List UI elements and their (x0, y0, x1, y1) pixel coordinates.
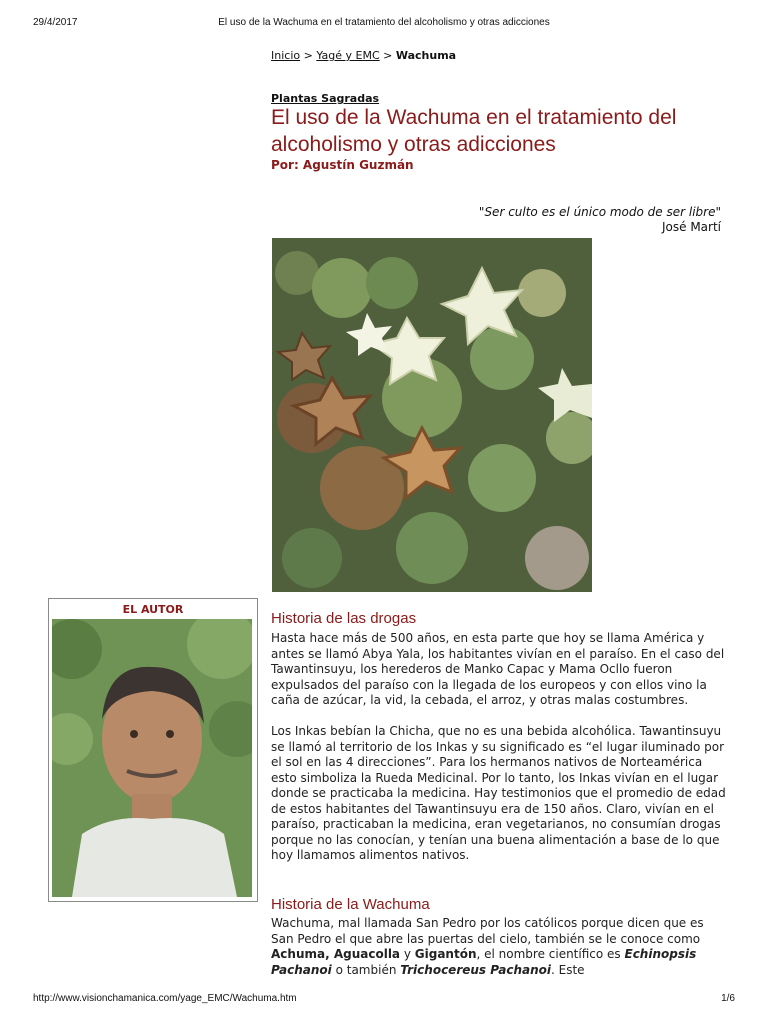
scientific-name: Trichocereus Pachanoi (400, 962, 552, 977)
text-run: . Este (551, 962, 585, 977)
breadcrumb-separator: > (300, 49, 317, 62)
breadcrumb-section-link[interactable]: Yagé y EMC (316, 49, 380, 62)
text-run: o también (331, 962, 401, 977)
article-byline: Por: Agustín Guzmán (271, 158, 414, 172)
print-document-title: El uso de la Wachuma en el tratamiento del alcoholismo y otras adicciones (218, 17, 550, 28)
quote-author: José Martí (661, 220, 721, 234)
section-heading-historia-drogas: Historia de las drogas (271, 610, 417, 627)
text-run: , el nombre científico es (476, 947, 625, 961)
breadcrumb-current: Wachuma (395, 49, 457, 62)
category-link[interactable]: Plantas Sagradas (271, 92, 380, 105)
author-box (48, 598, 258, 902)
bold-term: Gigantón (414, 947, 477, 961)
paragraph: Hasta hace más de 500 años, en esta parte que hoy se llama América y antes se llamó Abya Yala, los habitantes vivían en el paraíso. En el caso del Tawantinsuyu, los herederos de Manko Capac y Mama Ocllo fueron expulsados del paraíso con la llegada de los europeos y con ellos vino la caña de azúcar, la vid, la cebada, el arroz, y otras malas costumbres. (271, 631, 725, 707)
section-heading-historia-wachuma: Historia de la Wachuma (271, 896, 430, 913)
text-run: Wachuma, mal llamada San Pedro por los católicos porque dicen que es San Pedro el que abre las puertas del cielo, también se le conoce como (271, 916, 704, 946)
quote-text: "Ser culto es el único modo de ser libre" (478, 205, 721, 219)
breadcrumb-separator: > (379, 49, 396, 62)
page-number: 1/6 (721, 993, 735, 1004)
author-portrait-illustration (52, 619, 252, 897)
paragraph (271, 916, 726, 978)
cactus-cross-section-image (272, 238, 592, 592)
article-title: El uso de la Wachuma en el tratamiento del alcoholismo y otras adicciones (271, 106, 677, 156)
print-date: 29/4/2017 (33, 17, 78, 28)
epigraph-quote (479, 205, 721, 235)
print-url: http://www.visionchamanica.com/yage_EMC/Wachuma.htm (33, 993, 297, 1004)
cactus-photo-illustration (272, 238, 592, 592)
breadcrumb (271, 49, 456, 62)
bold-term: Achuma, Aguacolla (271, 947, 401, 961)
text-run: y (400, 947, 415, 961)
scientific-name: Echinopsis Pachanoi (271, 947, 697, 977)
paragraph: Los Inkas bebían la Chicha, que no es una bebida alcohólica. Tawantinsuyu se llamó al territorio de los Inkas y su significado es “el lugar iluminado por el sol en las 4 direcciones”. Para los hermanos nativos de Norteamérica esto simboliza la Rueda Medicinal. Por lo tanto, los Inkas vivían en el lugar donde se practicaba la medicina. Hay testimonios que el promedio de edad de estos habitantes del Tawantinsuyu era de 150 años. Claro, vivían en el paraíso, practicaban la medicina, eran vegetarianos, no consumían drogas porque no las conocían, y tenían una buena alimentación a base de lo que hoy llamamos alimentos nativos. (271, 724, 726, 862)
breadcrumb-home-link[interactable]: Inicio (271, 49, 301, 62)
author-box-label: EL AUTOR (122, 603, 184, 616)
author-photo (52, 619, 252, 897)
